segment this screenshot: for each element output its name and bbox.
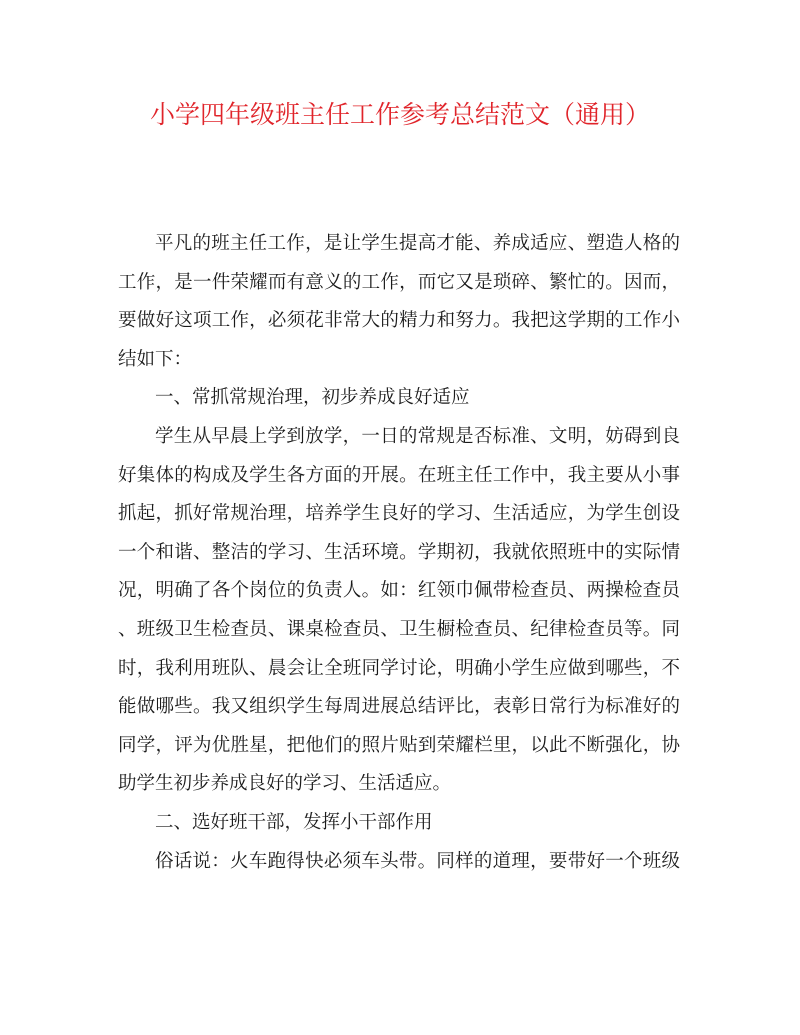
body-line: 工作，是一件荣耀而有意义的工作，而它又是琐碎、繁忙的。因而， [118,271,680,293]
section-heading: 一、常抓常规治理，初步养成良好适应 [155,387,470,409]
body-line: 学生从早晨上学到放学，一日的常规是否标准、文明，妨碍到良 [155,425,680,447]
body-line: 结如下： [118,348,193,370]
body-line: 要做好这项工作，必须花非常大的精力和努力。我把这学期的工作小 [118,310,680,332]
body-line: 助学生初步养成良好的学习、生活适应。 [118,773,452,795]
document-title: 小学四年级班主任工作参考总结范文（通用） [149,100,650,129]
body-line: 抓起，抓好常规治理，培养学生良好的学习、生活适应，为学生创设 [118,503,680,525]
body-line: 时，我利用班队、晨会让全班同学讨论，明确小学生应做到哪些，不 [118,657,680,679]
body-line: 好集体的构成及学生各方面的开展。在班主任工作中，我主要从小事 [118,464,680,486]
body-line: 俗话说：火车跑得快必须车头带。同样的道理，要带好一个班级 [155,850,680,872]
body-line: 平凡的班主任工作，是让学生提高才能、养成适应、塑造人格的 [155,233,680,254]
body-line: 一个和谐、整洁的学习、生活环境。学期初，我就依照班中的实际情 [118,541,680,563]
body-line: 、班级卫生检查员、课桌检查员、卫生橱检查员、纪律检查员等。同 [118,618,680,640]
body-line: 况，明确了各个岗位的负责人。如：红领巾佩带检查员、两操检查员 [118,580,680,602]
section-heading: 二、选好班干部，发挥小干部作用 [155,811,433,833]
body-line: 同学，评为优胜星，把他们的照片贴到荣耀栏里，以此不断强化，协 [118,734,680,756]
document-body [118,225,680,881]
body-line: 能做哪些。我又组织学生每周进展总结评比，表彰日常行为标准好的 [118,696,680,718]
